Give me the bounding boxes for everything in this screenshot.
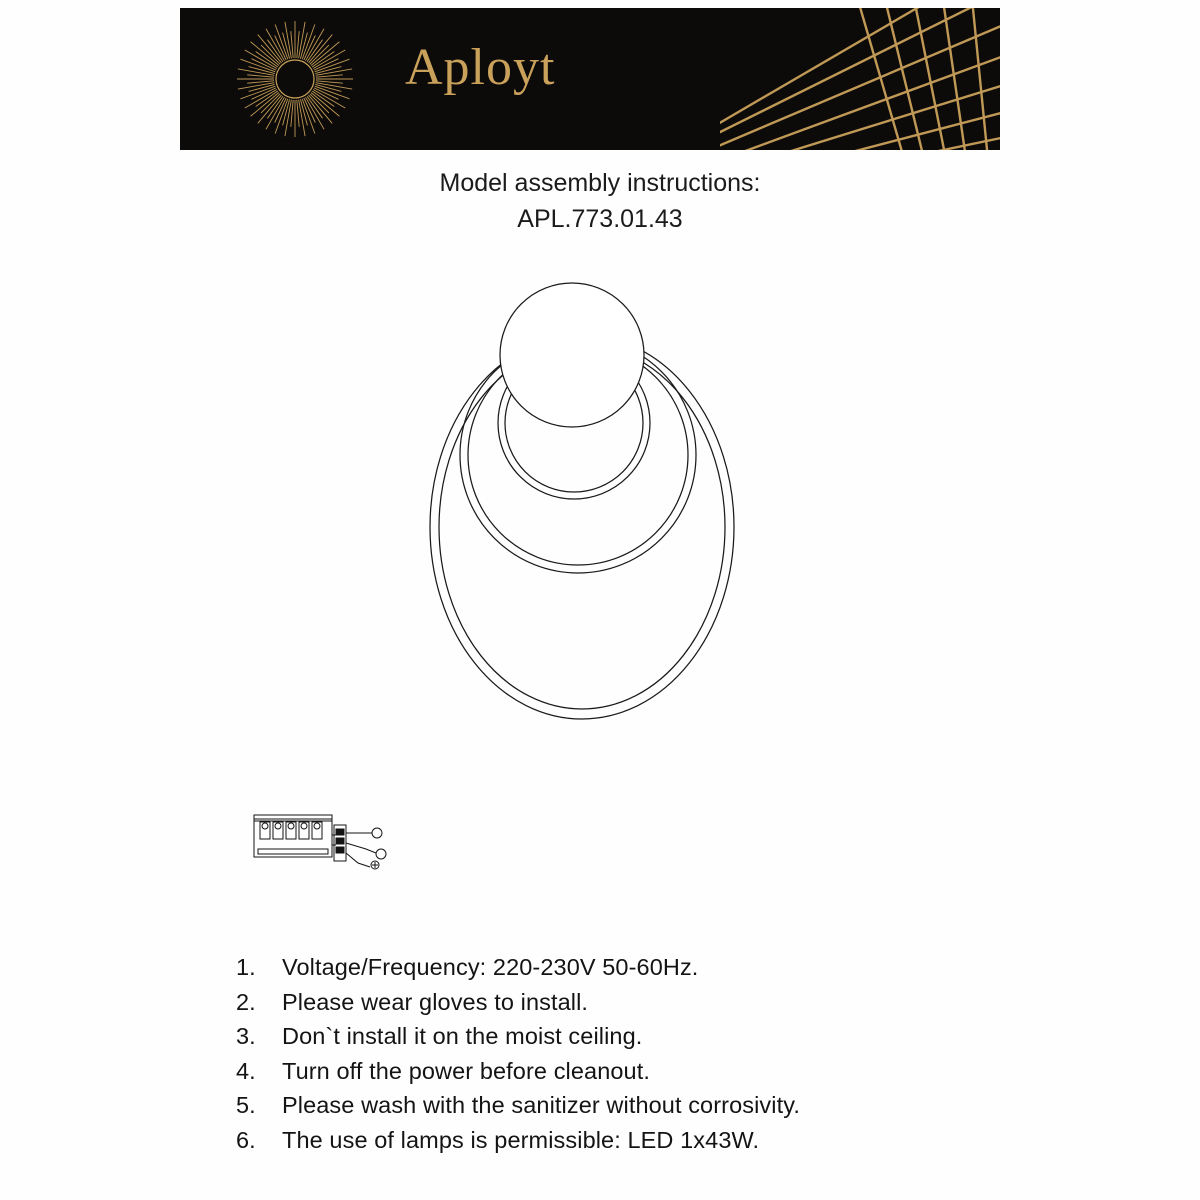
brand-wordmark: Aployt <box>405 39 556 96</box>
brand-banner <box>180 8 1000 150</box>
title-line-1: Model assembly instructions: <box>439 169 761 197</box>
list-item-text: Turn off the power before cleanout. <box>282 1057 650 1084</box>
list-item-number: 4. <box>236 1057 256 1084</box>
list-item <box>236 950 1076 985</box>
instructions-ordered-list <box>236 950 1076 1157</box>
list-item-text: Voltage/Frequency: 220-230V 50-60Hz. <box>282 954 699 980</box>
sunburst-circle-icon <box>234 18 356 140</box>
list-item-text: The use of lamps is permissible: LED 1x43W. <box>282 1126 760 1153</box>
terminal-block-wiring-diagram <box>240 805 420 885</box>
list-item-number: 2. <box>236 988 256 1015</box>
list-item-text: Don`t install it on the moist ceiling. <box>282 1023 643 1049</box>
page-title <box>0 165 1200 237</box>
list-item-number: 5. <box>236 1092 256 1118</box>
list-item-number: 6. <box>236 1126 256 1153</box>
title-line-2: APL.773.01.43 <box>517 205 683 233</box>
list-item <box>236 1123 1076 1158</box>
list-item <box>236 1019 1076 1054</box>
list-item-number: 1. <box>236 954 256 980</box>
list-item-number: 3. <box>236 1023 256 1049</box>
list-item <box>236 1088 1076 1123</box>
instructions-list <box>236 950 1076 1157</box>
list-item <box>236 1054 1076 1089</box>
list-item-text: Please wash with the sanitizer without corrosivity. <box>282 1092 800 1118</box>
list-item <box>236 985 1076 1020</box>
lamp-rings-line-drawing <box>390 265 810 785</box>
sunburst-rays-icon <box>720 8 1000 150</box>
list-item-text: Please wear gloves to install. <box>282 988 589 1015</box>
